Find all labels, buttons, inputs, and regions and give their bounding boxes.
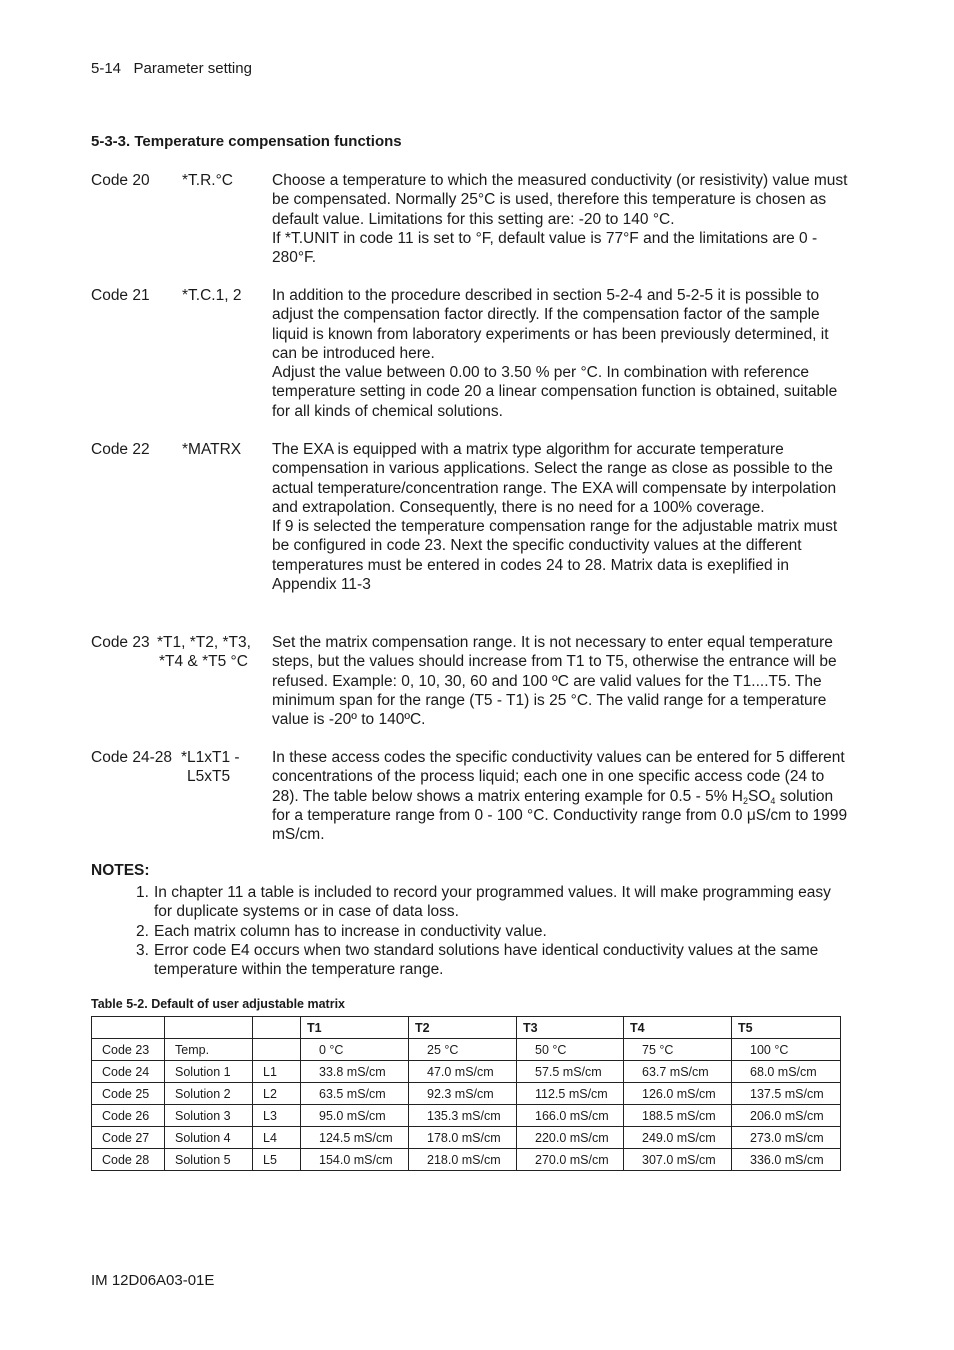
table-cell: 126.0 mS/cm: [624, 1083, 732, 1105]
table-cell: 188.5 mS/cm: [624, 1105, 732, 1127]
table-cell: 63.5 mS/cm: [301, 1083, 409, 1105]
table-cell: 218.0 mS/cm: [409, 1149, 517, 1171]
table-header-row: [92, 1017, 841, 1039]
table-cell: 178.0 mS/cm: [409, 1127, 517, 1149]
table-cell: L4: [253, 1127, 301, 1149]
entry-code: Code 20: [91, 172, 150, 189]
table-cell: 249.0 mS/cm: [624, 1127, 732, 1149]
table-header-cell: T3: [517, 1017, 624, 1039]
entry-param-line2: L5xT5: [187, 768, 231, 785]
table-cell: 57.5 mS/cm: [517, 1061, 624, 1083]
table-header-cell: [165, 1017, 253, 1039]
table-header-cell: T1: [301, 1017, 409, 1039]
table-row: [92, 1061, 841, 1083]
table-cell: 95.0 mS/cm: [301, 1105, 409, 1127]
table-cell: 307.0 mS/cm: [624, 1149, 732, 1171]
table-cell: Solution 2: [165, 1083, 253, 1105]
page-number: 5-14: [91, 60, 122, 77]
table-body: [92, 1039, 841, 1171]
table-cell: Code 27: [92, 1127, 165, 1149]
table-row: [92, 1149, 841, 1171]
table-row: [92, 1127, 841, 1149]
entry-code: Code 22: [91, 441, 150, 458]
table-header-cell: [253, 1017, 301, 1039]
notes-list: [136, 883, 846, 979]
table-cell: Solution 4: [165, 1127, 253, 1149]
note-number: 1.: [136, 884, 149, 901]
description-text: solution for a temperature range from 0 - 100 °C. Conductivity range from 0.0 μS/cm to 1999 mS/cm.: [272, 787, 848, 844]
entry-param: *T1, *T2, *T3,: [157, 634, 251, 651]
code-20-entry: [91, 171, 851, 267]
table-cell: 68.0 mS/cm: [732, 1061, 841, 1083]
entry-description: [272, 171, 852, 267]
description-paragraph: In addition to the procedure described in section 5-2-4 and 5-2-5 it is possible to adjust the compensation factor directly. If the compensation factor of the sample liquid is known from laboratory experiments or has been previously determined, it can be introduced here.: [272, 287, 829, 362]
entry-param-line2: *T4 & *T5 °C: [159, 653, 248, 670]
matrix-table: [91, 1016, 841, 1171]
formula-subscript: 2: [743, 795, 749, 806]
table-row: [92, 1039, 841, 1061]
table-cell: Code 25: [92, 1083, 165, 1105]
table-header-cell: T5: [732, 1017, 841, 1039]
table-cell: 92.3 mS/cm: [409, 1083, 517, 1105]
entry-param: *MATRX: [182, 441, 242, 458]
table-header-cell: T2: [409, 1017, 517, 1039]
description-paragraph: Adjust the value between 0.00 to 3.50 % per °C. In combination with reference temperature setting in code 20 a linear compensation function is obtained, suitable for all kinds of chemical solutions.: [272, 364, 838, 420]
table-cell: L1: [253, 1061, 301, 1083]
table-cell: [253, 1039, 301, 1061]
table-cell: 270.0 mS/cm: [517, 1149, 624, 1171]
code-24-28-entry: [91, 748, 851, 844]
formula-subscript: 4: [770, 795, 776, 806]
entry-description: [272, 748, 852, 844]
note-text: Each matrix column has to increase in conductivity value.: [154, 922, 547, 940]
formula-part: H: [731, 787, 743, 805]
entry-description: [272, 633, 852, 729]
entry-param: *T.C.1, 2: [182, 287, 242, 304]
description-text: In these access codes the specific conductivity values can be entered for 5 different concentrations of the process liquid; each one in one specific access code (24 to 28). The table below shows a matrix entering example for 0.5 - 5%: [272, 749, 845, 805]
table-cell: 33.8 mS/cm: [301, 1061, 409, 1083]
description-paragraph: If 9 is selected the temperature compensation range for the adjustable matrix must be configured in code 23. Next the specific conductivity values at the different temperatures must be entered in codes 24 to 28. Matrix data is exeplified in Appendix 11-3: [272, 518, 838, 594]
table-cell: 50 °C: [517, 1039, 624, 1061]
description-paragraph: [272, 748, 852, 844]
table-cell: 137.5 mS/cm: [732, 1083, 841, 1105]
table-header-cell: [92, 1017, 165, 1039]
entry-code: Code 23: [91, 634, 150, 651]
description-paragraph: If *T.UNIT in code 11 is set to °F, default value is 77°F and the limitations are 0 - 280°F.: [272, 229, 818, 267]
table-cell: 220.0 mS/cm: [517, 1127, 624, 1149]
chapter-title: Parameter setting: [133, 60, 252, 77]
table-row: [92, 1105, 841, 1127]
code-23-entry: [91, 633, 851, 729]
note-number: 3.: [136, 941, 149, 959]
table-cell: Code 23: [92, 1039, 165, 1061]
table-cell: 100 °C: [732, 1039, 841, 1061]
entry-description: [272, 440, 852, 594]
table-cell: Solution 5: [165, 1149, 253, 1171]
description-paragraph: Set the matrix compensation range. It is not necessary to enter equal temperature steps, but the values should increase from T1 to T5, otherwise the entrance will be refused. Example: 0, 10, 30, 60 and 100 ºC are valid values for the T1....T5. The minimum span for the range (T5 - T1) is 25 °C. The valid range for a temperature value is -20º to 140ºC.: [272, 634, 837, 729]
entry-code: Code 24-28: [91, 749, 173, 766]
table-cell: Solution 1: [165, 1061, 253, 1083]
document-id: IM 12D06A03-01E: [91, 1272, 215, 1289]
table-cell: 166.0 mS/cm: [517, 1105, 624, 1127]
note-item: [136, 922, 846, 941]
table-cell: Code 26: [92, 1105, 165, 1127]
description-paragraph: Choose a temperature to which the measured conductivity (or resistivity) value must be compensated. Normally 25°C is used, therefore this temperature is chosen as default value. Limitations for this setting are: -20 to 140 °C.: [272, 172, 848, 228]
table-cell: 63.7 mS/cm: [624, 1061, 732, 1083]
table-cell: L3: [253, 1105, 301, 1127]
entry-code: Code 21: [91, 287, 150, 304]
table-cell: 0 °C: [301, 1039, 409, 1061]
table-cell: 47.0 mS/cm: [409, 1061, 517, 1083]
notes-title: NOTES:: [91, 862, 150, 879]
description-paragraph: The EXA is equipped with a matrix type algorithm for accurate temperature compensation in various applications. Select the range as close as possible to the actual temperature/concentration range. The EXA will compensate by interpolation and extrapolation. Consequently, there is no need for a 100% coverage.: [272, 441, 837, 516]
table-header-cell: T4: [624, 1017, 732, 1039]
note-text: Error code E4 occurs when two standard solutions have identical conductivity values at the same temperature within the temperature range.: [154, 941, 819, 979]
table-row: [92, 1083, 841, 1105]
table-cell: L5: [253, 1149, 301, 1171]
table-cell: 112.5 mS/cm: [517, 1083, 624, 1105]
table-cell: 206.0 mS/cm: [732, 1105, 841, 1127]
table-cell: 336.0 mS/cm: [732, 1149, 841, 1171]
note-text: In chapter 11 a table is included to record your programmed values. It will make programming easy for duplicate systems or in case of data loss.: [154, 884, 831, 921]
code-22-entry: [91, 440, 851, 594]
table-cell: 124.5 mS/cm: [301, 1127, 409, 1149]
entry-param: *L1xT1 -: [181, 749, 240, 766]
chemical-formula: [732, 788, 776, 805]
note-number: 2.: [136, 922, 149, 940]
table-cell: Temp.: [165, 1039, 253, 1061]
table-cell: 25 °C: [409, 1039, 517, 1061]
table-cell: Solution 3: [165, 1105, 253, 1127]
table-cell: Code 28: [92, 1149, 165, 1171]
section-title: 5-3-3. Temperature compensation functions: [91, 133, 402, 150]
entry-description: [272, 286, 852, 421]
code-21-entry: [91, 286, 851, 421]
note-item: [136, 883, 846, 922]
table-caption: Table 5-2. Default of user adjustable matrix: [91, 997, 346, 1011]
note-item: [136, 941, 846, 980]
table-cell: 75 °C: [624, 1039, 732, 1061]
formula-part: SO: [748, 787, 771, 805]
entry-param: *T.R.°C: [182, 172, 233, 189]
table-cell: 154.0 mS/cm: [301, 1149, 409, 1171]
table-cell: 135.3 mS/cm: [409, 1105, 517, 1127]
table-cell: 273.0 mS/cm: [732, 1127, 841, 1149]
page-header: [91, 60, 252, 77]
table-cell: L2: [253, 1083, 301, 1105]
table-cell: Code 24: [92, 1061, 165, 1083]
